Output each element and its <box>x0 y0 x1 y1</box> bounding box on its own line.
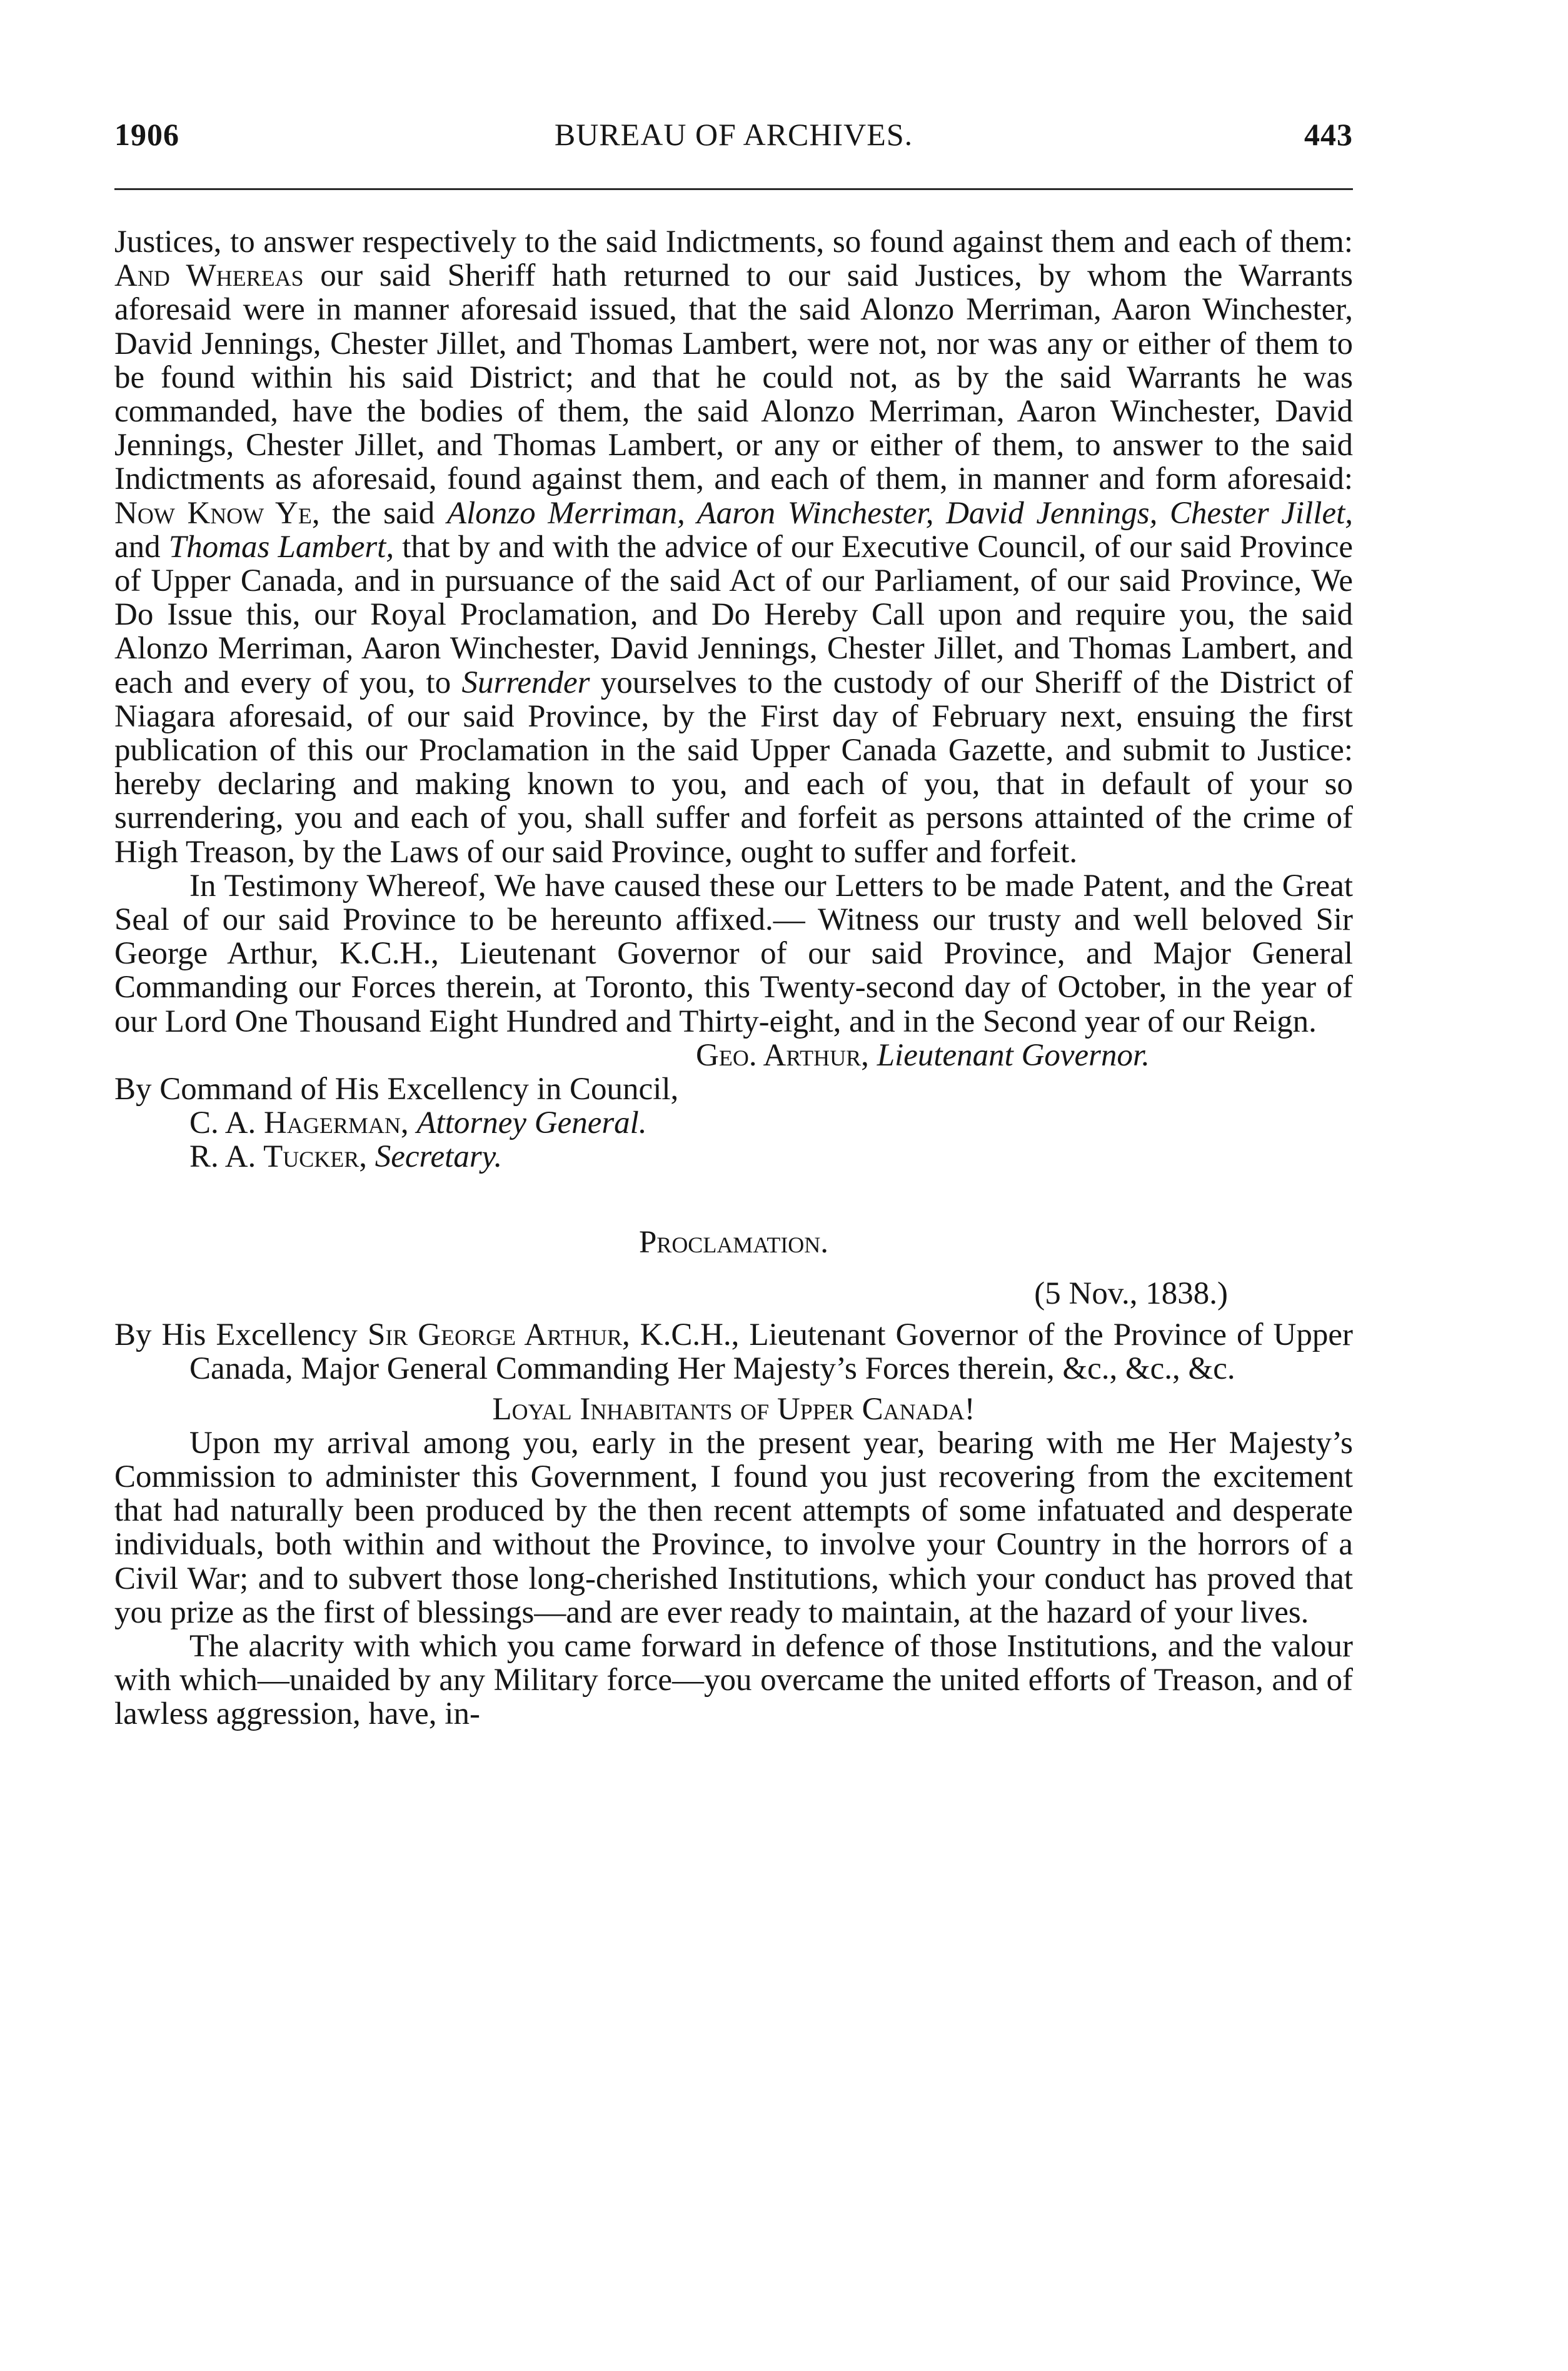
text-run: yourselves to the custody of our Sheriff of the District of Niagara aforesaid, of our said Province, by the First day of February next, ensuing the first publication of this our Proclamation in the said Upper Canada Gazette, and submit to Justice: hereby declaring and making known to you, and each of you, that in default of your so surrendering, you and each of you, shall suffer and forfeit as persons attainted of the crime of High Treason, by the Laws of our said Province, ought to suffer and forfeit. <box>114 665 1353 870</box>
text-run: and <box>114 529 169 565</box>
running-header <box>114 116 1353 154</box>
loyal-inhabitants-heading: Loyal Inhabitants of Upper Canada! <box>492 1391 975 1427</box>
signer-title: Secretary. <box>374 1139 503 1175</box>
italic-run: Surrender <box>461 665 590 700</box>
text-run: our said Sheriff hath returned to our said Justices, by whom the Warrants aforesaid were in manner aforesaid issued, that the said Alonzo Merriman, Aaron Winchester, David Jennings, Chester Jillet, and Thomas Lambert, were not, nor was any or either of them to be found within his said District; and that he could not, as by the said Warrants he was commanded, have the bodies of them, the said Alonzo Merriman, Aaron Winchester, David Jennings, Chester Jillet, and Thomas Lambert, or any or either of them, to answer to the said Indictments as aforesaid, found against them, and each of them, in manner and form aforesaid: <box>114 258 1353 497</box>
signature-governor <box>114 1039 1353 1072</box>
proclamation-date: (5 Nov., 1838.) <box>1034 1276 1228 1311</box>
paragraph-alacrity: The alacrity with which you came forward in defence of those Institutions, and the valour with which—unaided by any Military force—you overcame the united efforts of Treason, and of lawless aggression, have, in- <box>114 1628 1353 1732</box>
text-run: , the said <box>311 495 447 531</box>
page-body <box>114 225 1353 1731</box>
paragraph-arrival: Upon my arrival among you, early in the present year, bearing with me Her Majesty’s Commission to administer this Government, I found you just recovering from the excitement that had naturally been produced by the then recent attempts of some infatuated and desperate individuals, both within and without the Province, to involve your Country in the horrors of a Civil War; and to subvert those long-cherished Institutions, which your conduct has proved that you prize as the first of blessings—and are ever ready to maintain, at the hazard of your lives. <box>114 1425 1353 1630</box>
italic-run: Alonzo Merriman, Aaron Winchester, David Jennings, Chester Jillet, <box>446 495 1353 531</box>
signer-name: C. A. Hagerman, <box>189 1105 409 1141</box>
text-run: By His Excellency <box>114 1317 368 1353</box>
paragraph-testimony: In Testimony Whereof, We have caused these our Letters to be made Patent, and the Great Seal of our said Province to be hereunto affixed.— Witness our trusty and well beloved Sir George Arthur, K.C.H., Lieutenant Governor of our said Province, and Major General Commanding our Forces therein, at Toronto, this Twenty-second day of October, in the year of our Lord One Thousand Eight Hundred and Thirty-eight, and in the Second year of our Reign. <box>114 868 1353 1039</box>
italic-run: Thomas Lambert, <box>168 529 395 565</box>
small-caps-run: Now Know Ye <box>114 495 312 531</box>
signature-hagerman <box>114 1106 1353 1140</box>
paragraph-indictments <box>114 225 1353 869</box>
signer-name: Geo. Arthur, <box>696 1037 869 1073</box>
header-title: BUREAU OF ARCHIVES. <box>554 117 913 152</box>
signature-tucker <box>114 1140 1353 1174</box>
signer-name: R. A. Tucker, <box>189 1139 368 1175</box>
by-command-line: By Command of His Excellency in Council, <box>114 1072 679 1107</box>
header-rule <box>114 188 1353 190</box>
small-caps-run: And Whereas <box>114 258 304 294</box>
small-caps-run: Sir George Arthur <box>367 1317 622 1353</box>
header-year: 1906 <box>114 117 179 152</box>
page-number: 443 <box>1304 117 1353 152</box>
signer-title: Attorney General. <box>416 1105 647 1141</box>
text-run: that by and with the advice of our Executive Council, of our said Province of Upper Canada, and in pursuance of the said Act of our Parliament, of our said Province, We Do Issue this, our Royal Proclamation, and Do Hereby Call upon and require you, the said Alonzo Merriman, Aaron Winchester, David Jennings, Chester Jillet, and Thomas Lambert, and each and every of you, to <box>114 529 1353 700</box>
text-run: , K.C.H., Lieutenant Governor of the Province of Upper Canada, Major General Commanding Her Majesty’s Forces therein, &c., &c., &c. <box>189 1317 1354 1387</box>
by-his-excellency <box>114 1318 1353 1386</box>
text-run: Justices, to answer respectively to the said Indictments, so found against them and each of them: <box>114 224 1353 259</box>
proclamation-heading: Proclamation. <box>638 1224 829 1260</box>
signer-title: Lieutenant Governor. <box>877 1037 1150 1073</box>
